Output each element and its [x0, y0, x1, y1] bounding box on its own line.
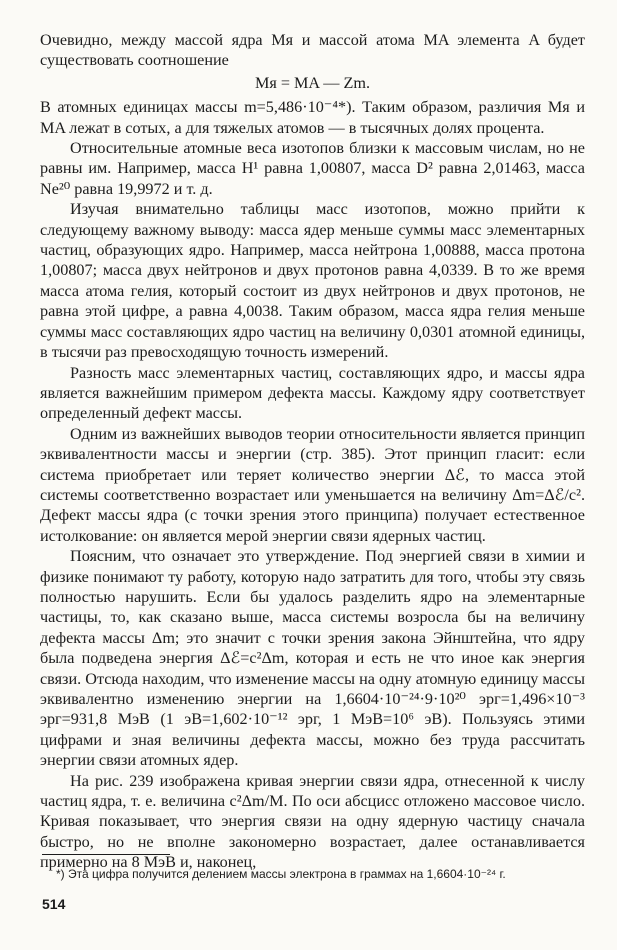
paragraph: На рис. 239 изображена кривая энергии связи ядра, отнесенной к числу частиц ядра, т. е. величина c²Δm/M. По оси абсцисс отложено массовое число. Кривая показывает, что энергия связи на одну ядерную частицу сначала быстро, но не вполне закономерно возрастает, далее останавливается примерно на 8 МэВ и, наконец,	[40, 771, 585, 872]
paragraph: Относительные атомные веса изотопов близки к массовым числам, но не равны им. Например, масса H¹ равна 1,00807, масса D² равна 2,01463, масса Ne²⁰ равна 19,9972 и т. д.	[40, 139, 585, 198]
footnote-divider	[42, 854, 170, 855]
page-number: 514	[42, 896, 66, 912]
footnote: *) Эта цифра получится делением массы электрона в граммах на 1,6604·10⁻²⁴ г.	[56, 867, 506, 881]
paragraph: Разность масс элементарных частиц, составляющих ядро, и массы ядра является важнейшим примером дефекта массы. Каждому ядру соответствует определенный дефект массы.	[40, 363, 585, 423]
formula: Mя = MA — Zm.	[254, 73, 371, 92]
paragraph: Одним из важнейших выводов теории относительности является принцип эквивалентности массы и энергии (стр. 385). Этот принцип гласит: если система приобретает или теряет количество энергии Δℰ, то масса этой системы соответственно возрастает или уменьшается на величину Δm=Δℰ/c². Дефект массы ядра (с точки зрения этого принципа) получает естественное истолкование: он является мерой энергии связи ядерных частиц.	[40, 424, 585, 545]
paragraph: В атомных единицах массы m=5,486·10⁻⁴*). Таким образом, различия Mя и MA лежат в сотых, а для тяжелых атомов — в тысячных долях процента.	[40, 98, 585, 137]
paragraph: Поясним, что означает это утверждение. Под энергией связи в химии и физике понимают ту работу, которую надо затратить для того, чтобы эту связь полностью нарушить. Если бы удалось разделить ядро на элементарные частицы, то, как сказано выше, масса системы возросла бы на величину дефекта массы Δm; это значит с точки зрения закона Эйнштейна, что ядру была подведена энергия Δℰ=c²Δm, которая и есть не что иное как энергия связи. Отсюда находим, что изменение массы на одну атомную единицу массы эквивалентно изменению энергии на 1,6604·10⁻²⁴·9·10²⁰ эрг=1,496×10⁻³ эрг=931,8 МэВ (1 эВ=1,602·10⁻¹² эрг, 1 МэВ=10⁶ эВ). Пользуясь этими цифрами и зная величины дефекта массы, можно без труда рассчитать энергии связи атомных ядер.	[40, 547, 585, 770]
paragraph: Изучая внимательно таблицы масс изотопов, можно прийти к следующему важному выводу: масса ядер меньше суммы масс элементарных частиц, образующих ядро. Например, масса нейтрона 1,00888, масса протона 1,00807; масса двух нейтронов и двух протонов равна 4,0339. В то же время масса атома гелия, который состоит из двух нейтронов и двух протонов, не равна этой цифре, а равна 4,0038. Таким образом, масса ядра гелия меньше суммы масс составляющих ядро частиц на величину 0,0301 атомной единицы, в тысячи раз превосходящую точность измерений.	[40, 200, 585, 362]
paragraph: Очевидно, между массой ядра Mя и массой атома MA элемента A будет существовать соотношение	[40, 31, 585, 70]
body-text	[40, 30, 585, 873]
